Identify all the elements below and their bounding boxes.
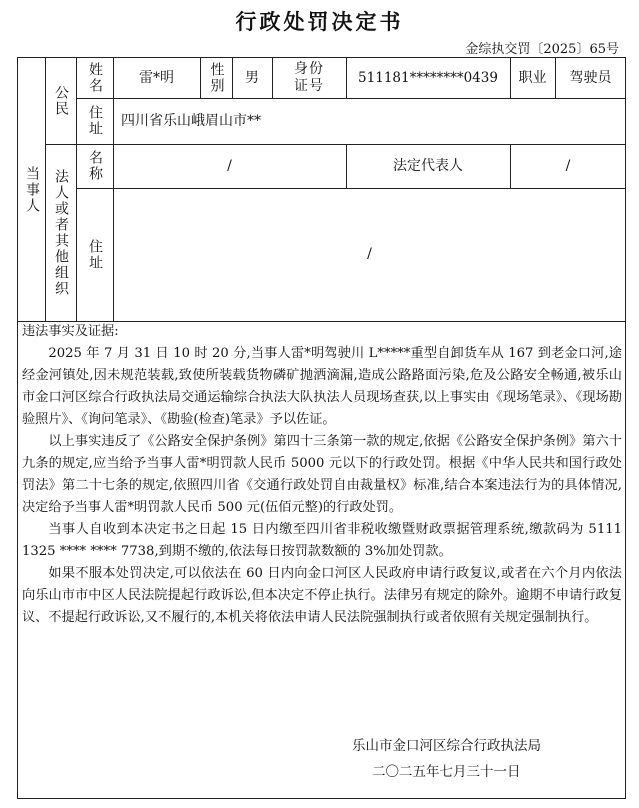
issuing-authority: 乐山市金口河区综合行政执法局 (352, 738, 541, 754)
address-value: 四川省乐山峨眉山市** (121, 112, 261, 129)
address-label: 住址 (87, 105, 103, 137)
org-name-value: / (227, 157, 232, 174)
org-name-label: 名称 (87, 150, 103, 182)
name-value: 雷*明 (139, 69, 174, 86)
org-address-value: / (367, 246, 372, 262)
facts-heading: 违法事实及证据: (22, 324, 119, 339)
citizen-label: 公民 (53, 85, 69, 117)
occupation-value: 驾驶员 (569, 69, 612, 86)
violation-paragraph: 以上事实违反了《公路安全保护条例》第四十三条第一款的规定,依据《公路安全保护条例》第六十九条的规定,应当给予当事人雷*明罚款人民币 5000 元以下的行政处罚。根据《中华人民共和国行政处罚法》第二十七条的规定,依照四川省《交通行政处罚自由裁量权》标准,结合本案违法行为的具体情况,决定给予当事人雷*明罚款人民币 500 元(伍佰元整)的行政处罚。 (22, 434, 622, 515)
payment-paragraph: 当事人自收到本决定书之日起 15 日内缴至四川省非税收缴暨财政票据管理系统,缴款码为 5111 1325 **** **** 7738,到期不缴的,依法每日按罚款数额的 3%加处罚款。 (22, 522, 622, 559)
id-number-label-text: 身份证号 (294, 61, 324, 94)
party-section-label: 当事人 (24, 165, 40, 214)
legal-rep-label: 法定代表人 (393, 157, 463, 174)
document-number: 金综执交罚〔2025〕65号 (465, 42, 619, 57)
id-number-value: 511181********0439 (358, 69, 498, 86)
occupation-label: 职业 (518, 69, 547, 86)
document-title: 行政处罚决定书 (235, 9, 404, 34)
org-address-label: 住址 (87, 238, 103, 271)
id-number-label (272, 58, 346, 98)
facts-section (22, 321, 622, 629)
organization-label: 法人或者其他组织 (53, 168, 69, 297)
issue-date: 二〇二五年七月三十一日 (372, 764, 521, 780)
name-label: 姓名 (87, 62, 103, 94)
gender-value: 男 (245, 69, 259, 86)
appeal-paragraph: 如果不服本处罚决定,可以依法在 60 日内向金口河区人民政府申请行政复议,或者在六个月内依法向乐山市市中区人民法院提起行政诉讼,但本决定不停止执行。法律另有规定的除外。逾期不申请行政复议、不提起行政诉讼,又不履行的,本机关将依法申请人民法院强制执行或者依照有关规定强制执行。 (22, 566, 622, 625)
facts-paragraph: 2025 年 7 月 31 日 10 时 20 分,当事人雷*明驾驶川 L*****重型自卸货车从 167 到老金口河,途经金河镇处,因未规范装载,致使所装载货物磷矿抛洒滴漏,造成公路路面污染,危及公路安全畅通,被乐山市金口河区综合行政执法局交通运输综合执法大队执法人员现场查获,以上事实由《现场笔录》、《现场勘验照片》、《询问笔录》、《勘验(检查)笔录》予以佐证。 (22, 346, 622, 427)
legal-rep-value: / (565, 157, 571, 174)
gender-label: 性别 (208, 62, 225, 94)
